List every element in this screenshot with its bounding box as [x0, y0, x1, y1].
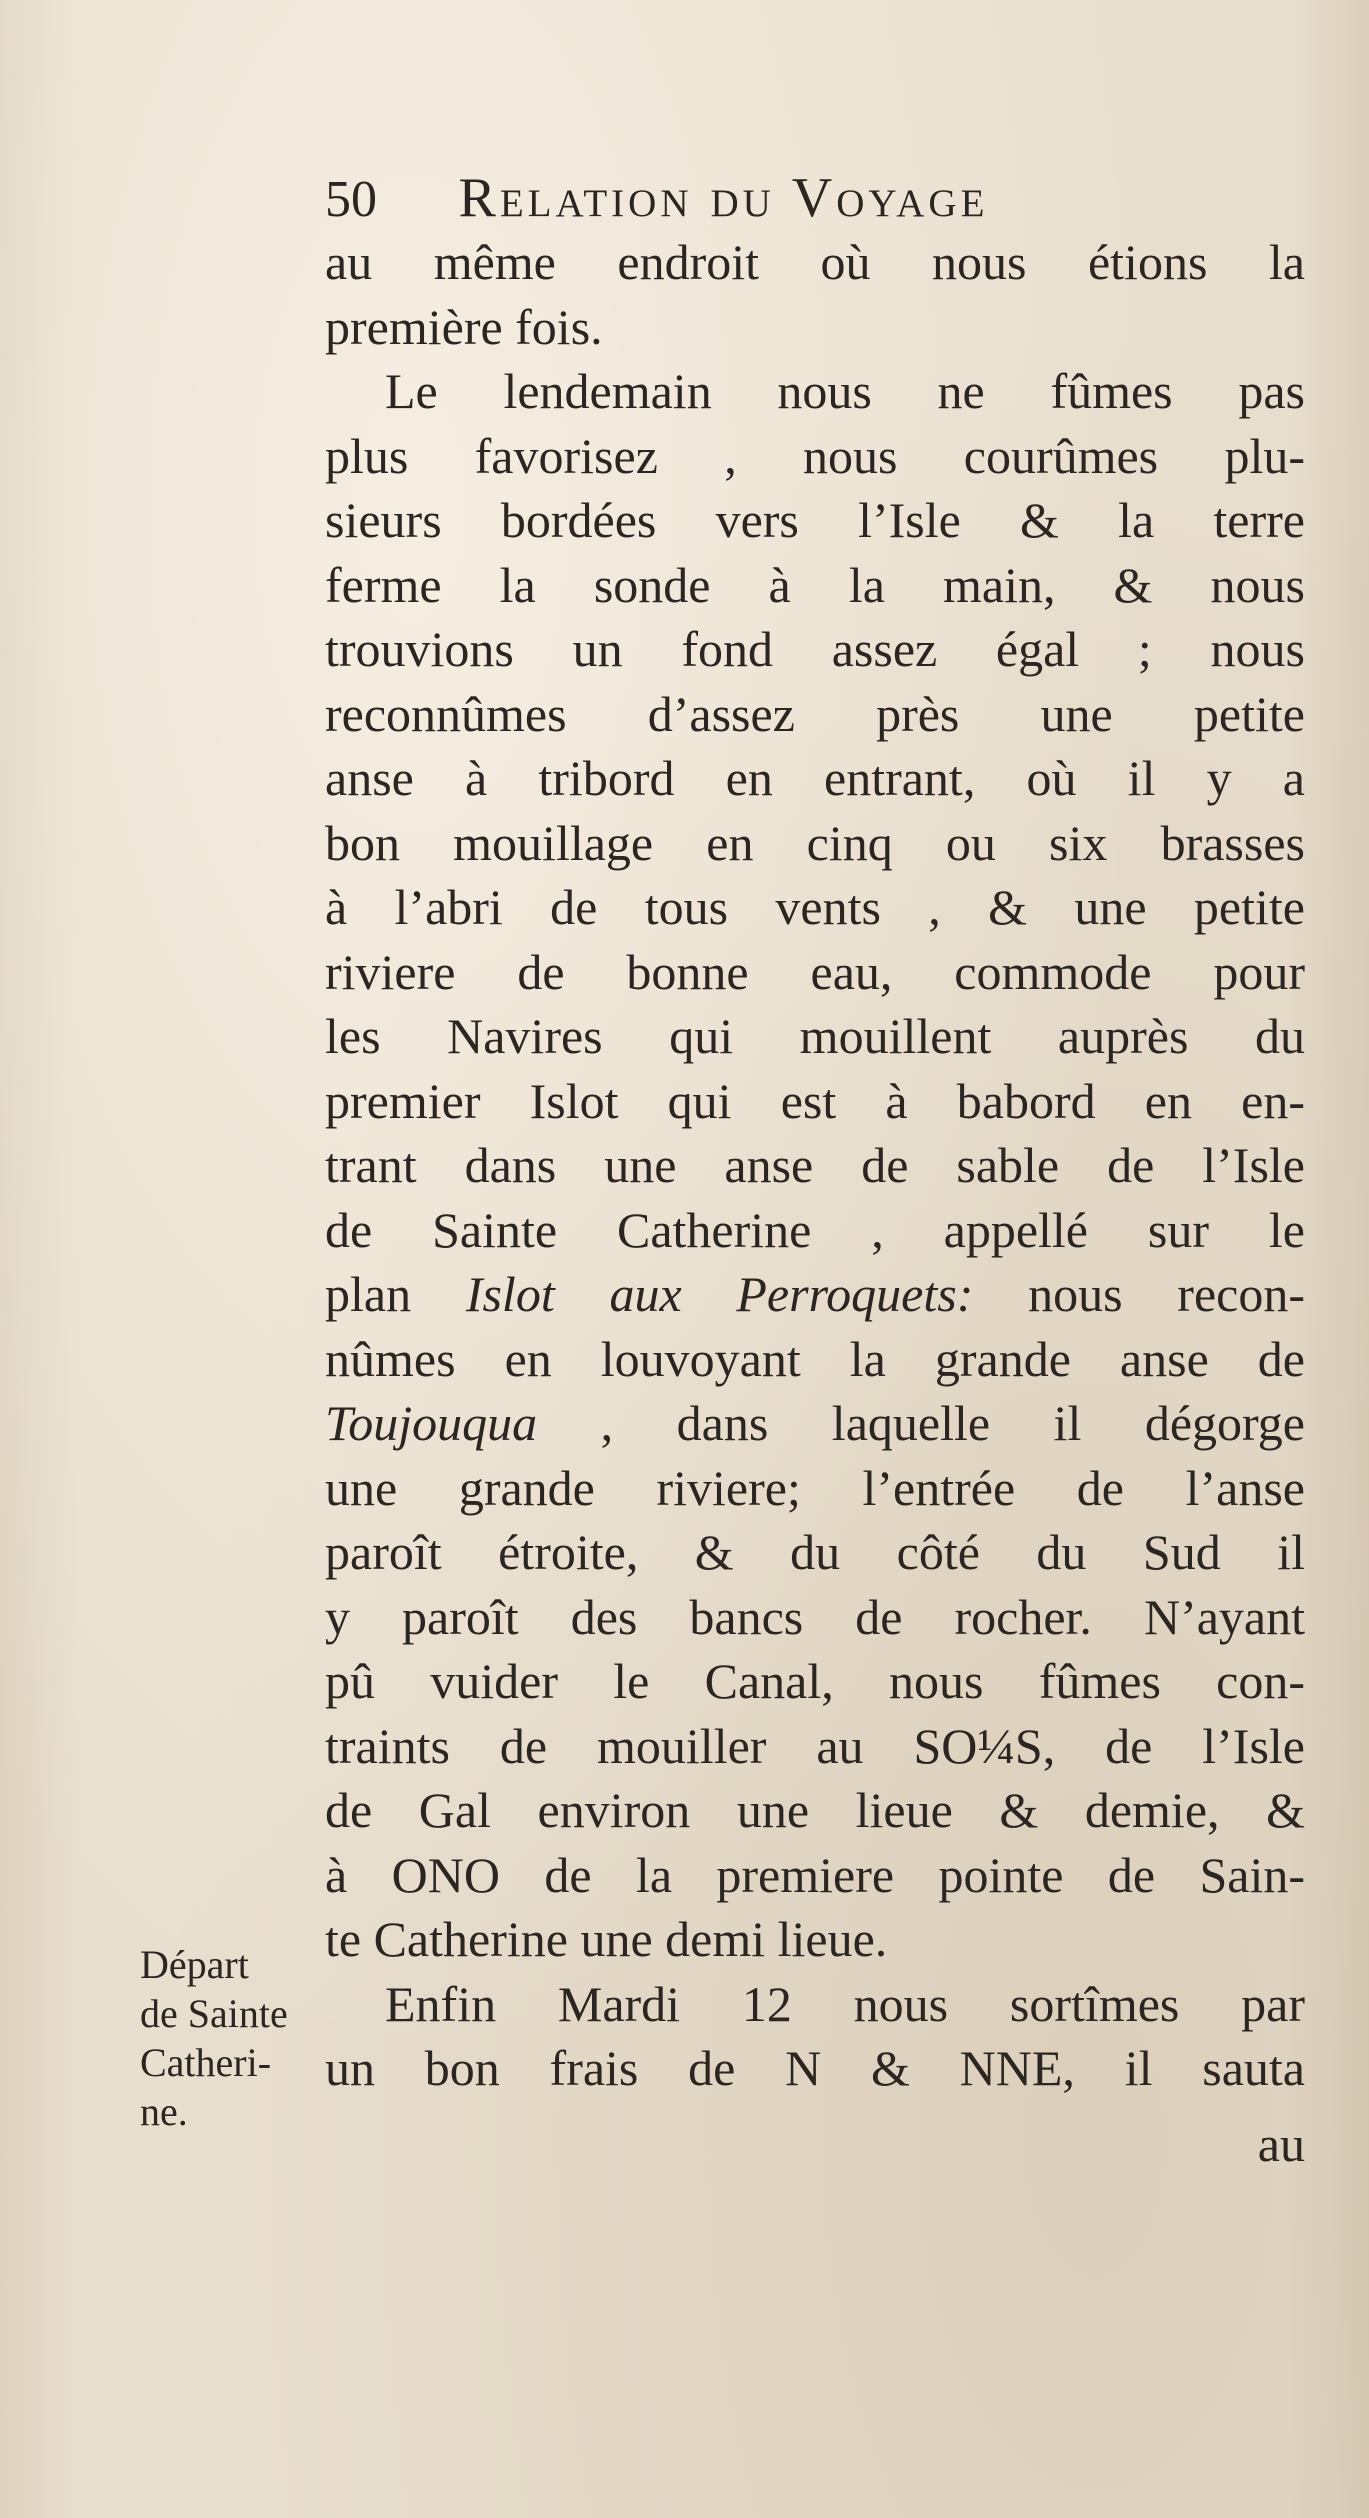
- catchword: au: [1257, 2116, 1305, 2172]
- margin-note: [140, 1940, 320, 2136]
- text-line: trant dans une anse de sable de l’Isle: [325, 1137, 1305, 1193]
- text-line: bon mouillage en cinq ou six brasses: [325, 814, 1305, 871]
- text-line: de Sainte Catherine , appellé sur le: [325, 1201, 1305, 1258]
- text-line: trouvions un fond assez égal ; nous: [325, 621, 1305, 677]
- text-line: premier Islot qui est à babord en en-: [325, 1072, 1305, 1129]
- text-line: à ONO de la premiere pointe de Sain-: [325, 1846, 1305, 1903]
- text-run: plan: [325, 1266, 466, 1322]
- text-line: Enfin Mardi 12 nous sortîmes par: [385, 1975, 1305, 2032]
- text-run: , dans laquelle il dégorge: [537, 1395, 1305, 1451]
- italic-place-name: Toujouqua: [325, 1395, 538, 1451]
- italic-place-name: Islot aux Perroquets:: [465, 1266, 974, 1322]
- running-title: Relation du Voyage: [458, 167, 989, 229]
- text-line: de Gal environ une lieue & demie, &: [325, 1782, 1305, 1838]
- margin-note-line: Catheri-: [140, 2040, 272, 2085]
- text-line: reconnûmes d’assez près une petite: [325, 685, 1305, 742]
- margin-note-line: ne.: [140, 2089, 188, 2134]
- text-line: Le lendemain nous ne fûmes pas: [385, 363, 1305, 419]
- text-line: y paroît des bancs de rocher. N’ayant: [325, 1588, 1305, 1645]
- text-line: les Navires qui mouillent auprès du: [325, 1008, 1305, 1064]
- text-line: nûmes en louvoyant la grande anse de: [325, 1330, 1305, 1387]
- text-line-with-italic: [325, 1262, 1305, 1327]
- text-line: au même endroit où nous étions la: [325, 234, 1305, 290]
- text-run: nous recon-: [973, 1266, 1305, 1322]
- text-line: riviere de bonne eau, commode pour: [325, 943, 1305, 1000]
- text-line: anse à tribord en entrant, où il y a: [325, 750, 1305, 806]
- body-text: [325, 230, 1305, 2101]
- page-number: 50: [325, 171, 377, 228]
- text-line: paroît étroite, & du côté du Sud il: [325, 1524, 1305, 1580]
- text-line: plus favorisez , nous courûmes plu-: [325, 427, 1305, 484]
- text-line: première fois.: [325, 298, 603, 355]
- running-head: [325, 168, 1305, 228]
- text-line: une grande riviere; l’entrée de l’anse: [325, 1459, 1305, 1516]
- text-line: un bon frais de N & NNE, il sauta: [325, 2040, 1305, 2096]
- text-line: pû vuider le Canal, nous fûmes con-: [325, 1653, 1305, 1709]
- text-line: à l’abri de tous vents , & une petite: [325, 879, 1305, 935]
- text-line: te Catherine une demi lieue.: [325, 1911, 888, 1967]
- text-line: sieurs bordées vers l’Isle & la terre: [325, 492, 1305, 548]
- margin-note-line: de Sainte: [140, 1991, 288, 2036]
- text-line: traints de mouiller au SO¼S, de l’Isle: [325, 1717, 1305, 1774]
- text-line-with-italic: [325, 1391, 1305, 1456]
- margin-note-line: Départ: [140, 1942, 249, 1987]
- text-line: ferme la sonde à la main, & nous: [325, 556, 1305, 613]
